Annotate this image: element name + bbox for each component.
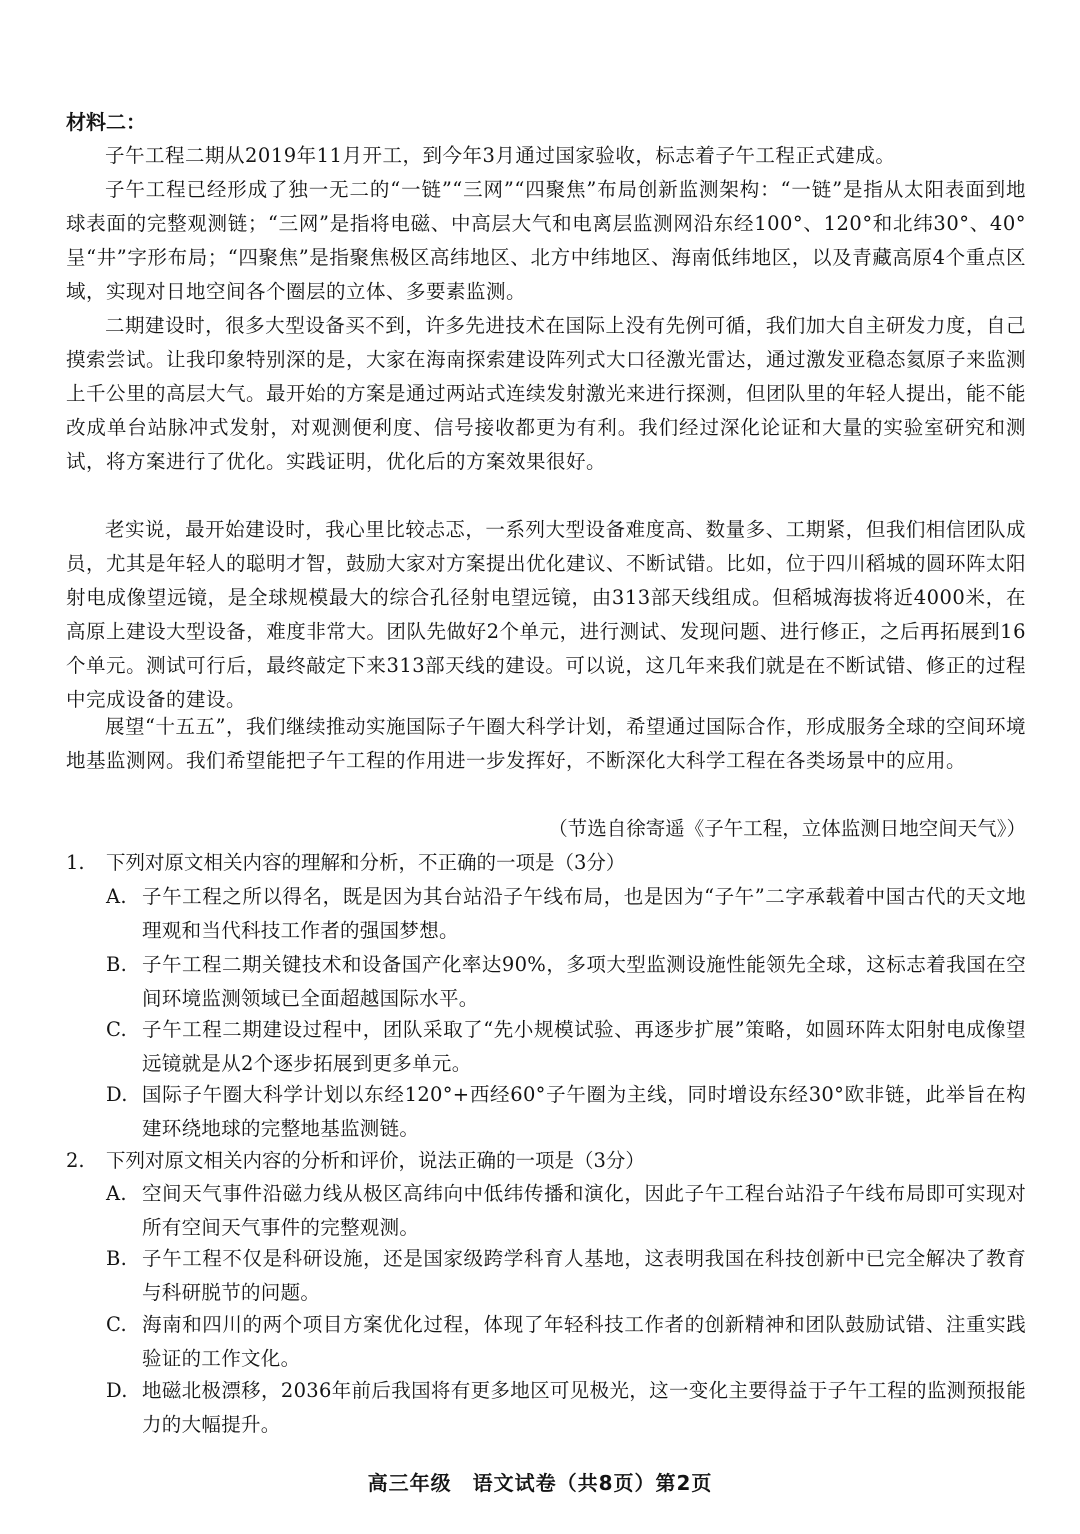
option-text: 海南和四川的两个项目方案优化过程，体现了年轻科技工作者的创新精神和团队鼓励试错、注重实践验证的工作文化。 [142,1313,1026,1370]
option-text: 空间天气事件沿磁力线从极区高纬向中低纬传播和演化，因此子午工程台站沿子午线布局即可实现对所有空间天气事件的完整观测。 [142,1182,1026,1239]
option-label: C. [106,1018,128,1041]
option-label: B. [106,1247,128,1270]
option-label: B. [106,953,128,976]
question-2-option-b[interactable] [106,1242,1026,1310]
option-label: D. [106,1083,128,1106]
page-footer: 高三年级 语文试卷（共8页）第2页 [367,1471,713,1495]
question-2-option-c[interactable] [106,1308,1026,1376]
option-label: A. [106,885,127,908]
option-label: C. [106,1313,128,1336]
material-paragraph-3: 二期建设时，很多大型设备买不到，许多先进技术在国际上没有先例可循，我们加大自主研发力度，自己摸索尝试。让我印象特别深的是，大家在海南探索建设阵列式大口径激光雷达，通过激发亚稳态氦原子来监测上千公里的高层大气。最开始的方案是通过两站式连续发射激光来进行探测，但团队里的年轻人提出，能不能改成单台站脉冲式发射，对观测便利度、信号接收都更为有利。我们经过深化论证和大量的实验室研究和测试，将方案进行了优化。实践证明，优化后的方案效果很好。 [66,314,1027,473]
material-paragraph-5: 展望“十五五”，我们继续推动实施国际子午圈大科学计划，希望通过国际合作，形成服务全球的空间环境地基监测网。我们希望能把子午工程的作用进一步发挥好，不断深化大科学工程在各类场景中的应用。 [66,715,1026,772]
question-1-option-b[interactable] [106,948,1026,1016]
option-text: 国际子午圈大科学计划以东经120°+西经60°子午圈为主线，同时增设东经30°欧非链，此举旨在构建环绕地球的完整地基监测链。 [142,1083,1026,1140]
option-text: 子午工程二期建设过程中，团队采取了“先小规模试验、再逐步扩展”策略，如圆环阵太阳射电成像望远镜就是从2个逐步拓展到更多单元。 [142,1018,1026,1075]
question-number: 2. [66,1149,85,1172]
material-source: （节选自徐寄遥《子午工程，立体监测日地空间天气》） [548,817,1026,840]
material-paragraph-2: 子午工程已经形成了独一无二的“一链”“三网”“四聚焦”布局创新监测架构：“一链”是指从太阳表面到地球表面的完整观测链；“三网”是指将电磁、中高层大气和电离层监测网沿东经100°、120°和北纬30°、40°呈“井”字形布局；“四聚焦”是指聚焦极区高纬地区、北方中纬地区、海南低纬地区，以及青藏高原4个重点区域，实现对日地空间各个圈层的立体、多要素监测。 [66,178,1026,303]
question-1-option-d[interactable] [106,1078,1026,1146]
question-number: 1. [66,851,85,874]
question-stem: 下列对原文相关内容的理解和分析，不正确的一项是（3分） [106,851,626,874]
question-1-option-a[interactable] [106,880,1026,948]
material-paragraph-4: 老实说，最开始建设时，我心里比较忐忑，一系列大型设备难度高、数量多、工期紧，但我们相信团队成员，尤其是年轻人的聪明才智，鼓励大家对方案提出优化建议、不断试错。比如，位于四川稻城的圆环阵太阳射电成像望远镜，是全球规模最大的综合孔径射电望远镜，由313部天线组成。但稻城海拔将近4000米，在高原上建设大型设备，难度非常大。团队先做好2个单元，进行测试、发现问题、进行修正，之后再拓展到16个单元。测试可行后，最终敲定下来313部天线的建设。可以说，这几年来我们就是在不断试错、修正的过程中完成设备的建设。 [66,518,1027,711]
option-text: 地磁北极漂移，2036年前后我国将有更多地区可见极光，这一变化主要得益于子午工程的监测预报能力的大幅提升。 [142,1379,1026,1436]
question-stem: 下列对原文相关内容的分析和评价，说法正确的一项是（3分） [106,1149,645,1172]
option-text: 子午工程不仅是科研设施，还是国家级跨学科育人基地，这表明我国在科技创新中已完全解决了教育与科研脱节的问题。 [142,1247,1026,1304]
option-label: A. [106,1182,127,1205]
question-1-option-c[interactable] [106,1013,1026,1081]
material-heading: 材料二： [66,110,146,134]
option-text: 子午工程之所以得名，既是因为其台站沿子午线布局，也是因为“子午”二字承载着中国古代的天文地理观和当代科技工作者的强国梦想。 [142,885,1026,942]
material-paragraph-1: 子午工程二期从2019年11月开工，到今年3月通过国家验收，标志着子午工程正式建成。 [105,144,896,167]
question-2-option-d[interactable] [106,1374,1026,1442]
question-2-option-a[interactable] [106,1177,1026,1245]
option-label: D. [106,1379,128,1402]
option-text: 子午工程二期关键技术和设备国产化率达90%，多项大型监测设施性能领先全球，这标志着我国在空间环境监测领域已全面超越国际水平。 [142,953,1026,1010]
